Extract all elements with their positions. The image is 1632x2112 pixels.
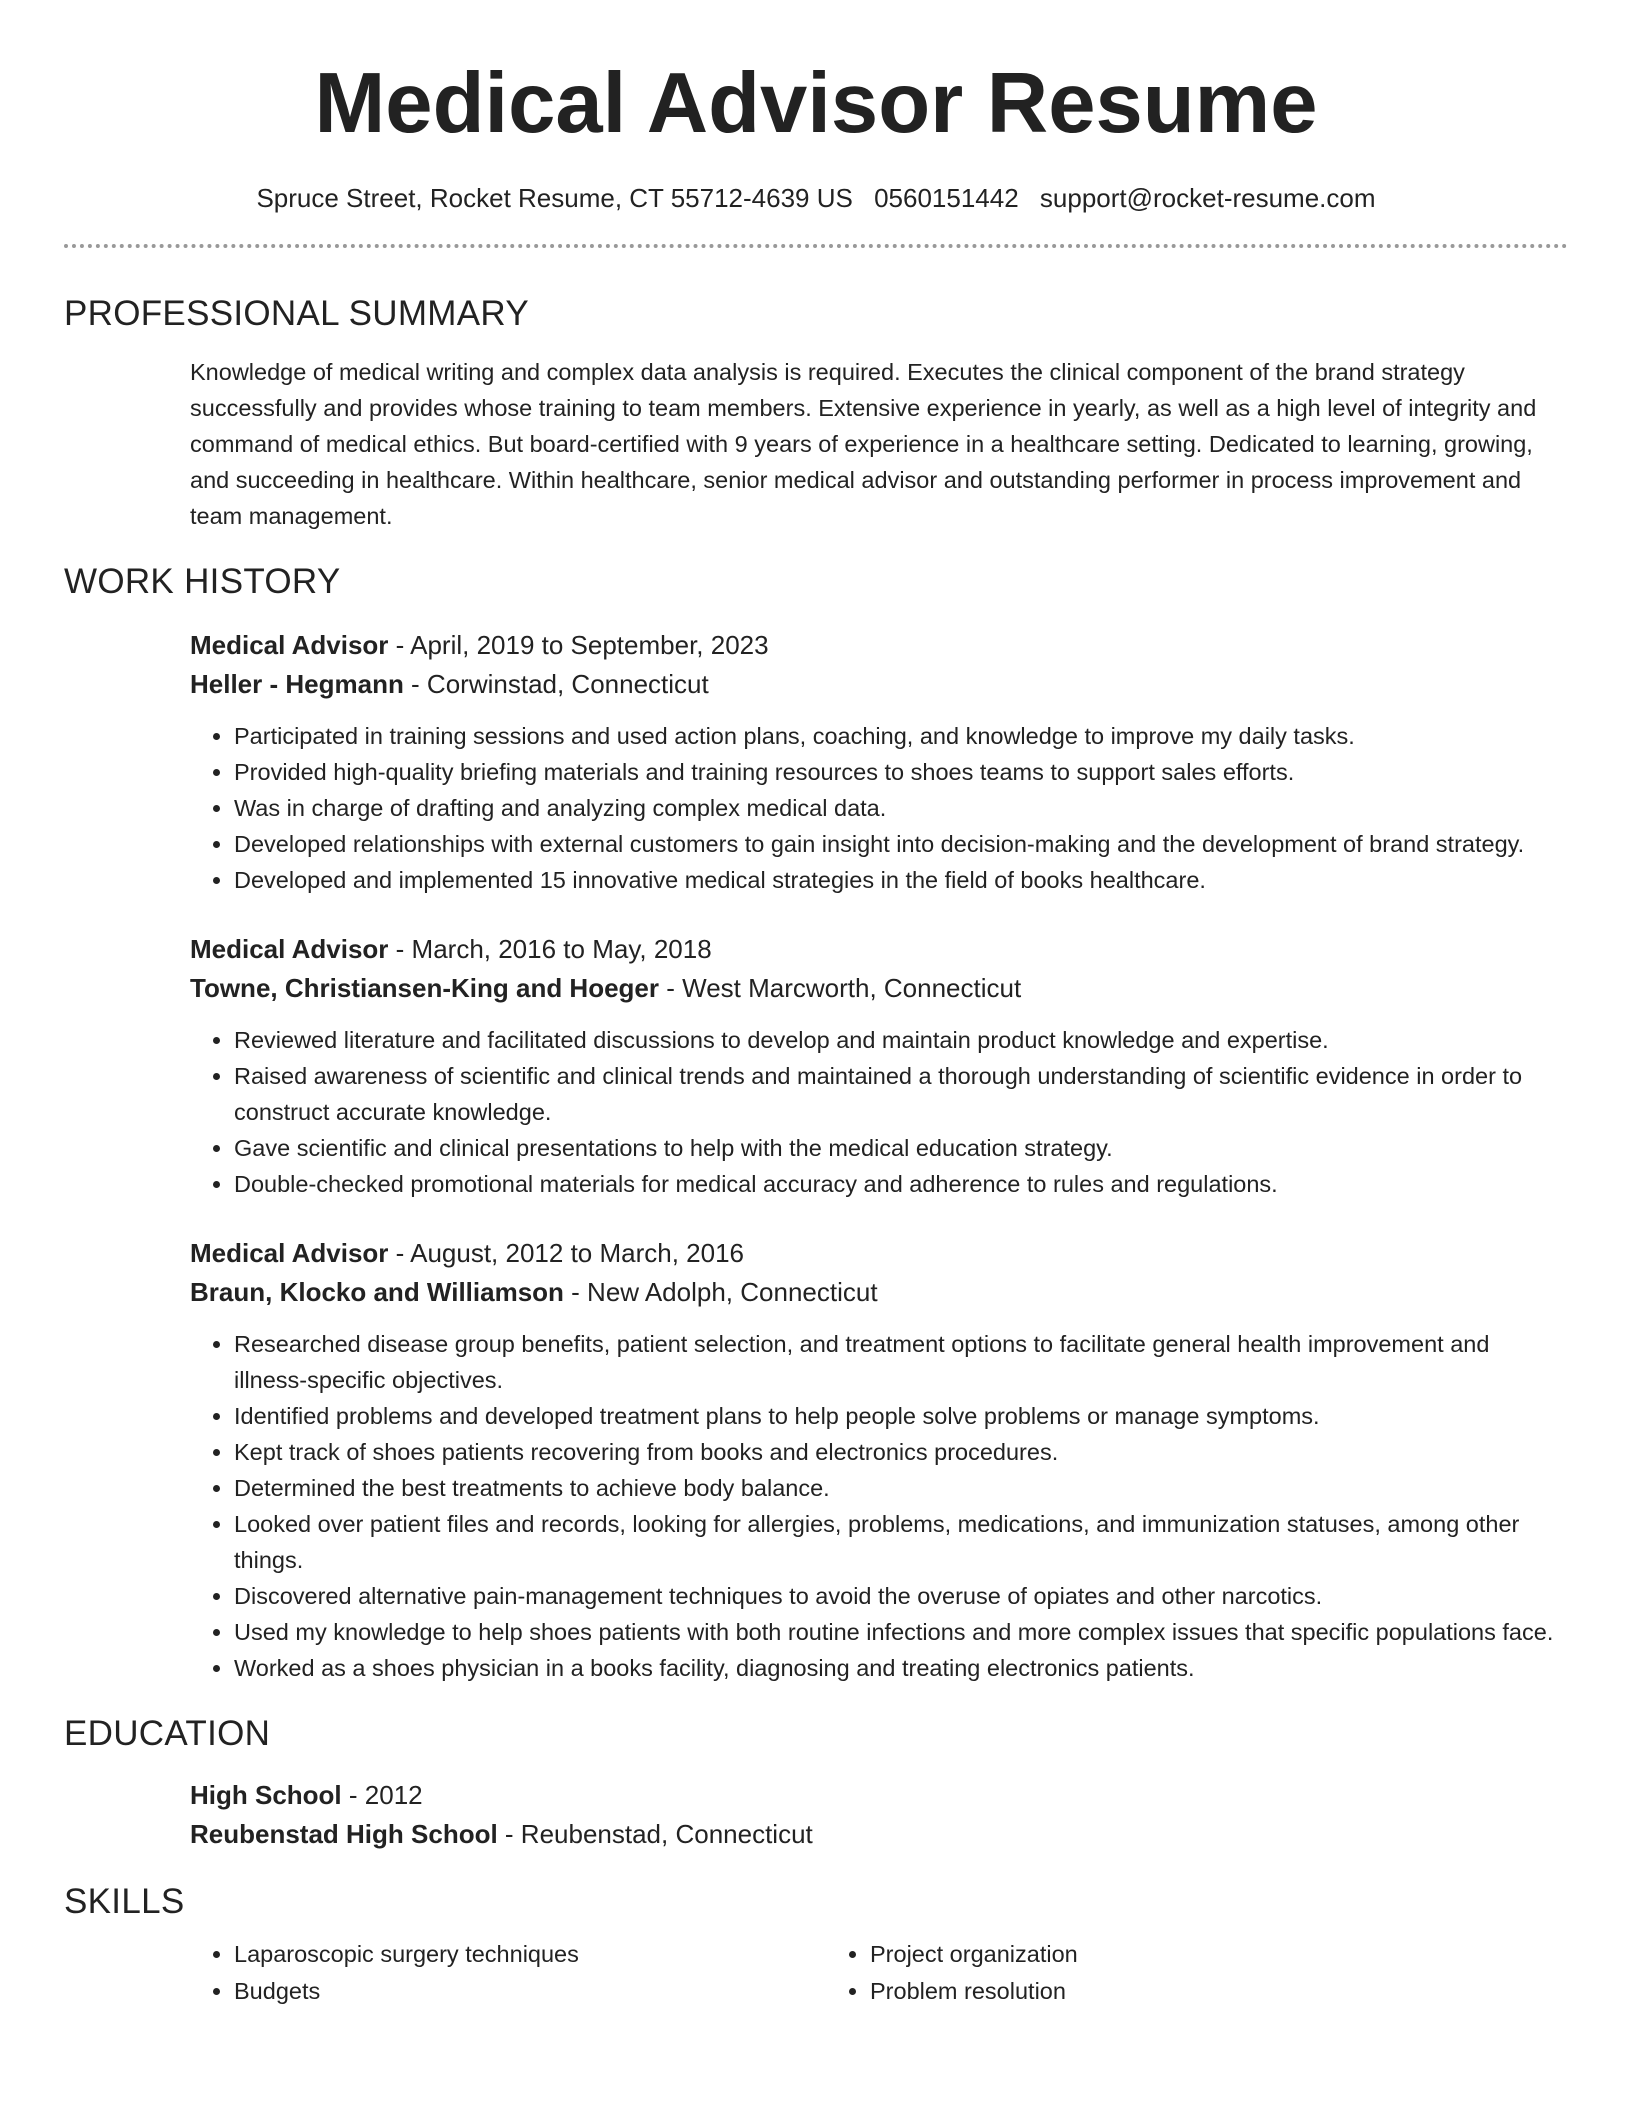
education-degree-line	[190, 1776, 1568, 1815]
job-role: Medical Advisor	[190, 1238, 389, 1268]
list-item: • Reviewed literature and facilitated discussions to develop and maintain product knowledge and expertise.	[234, 1022, 1568, 1058]
education-heading: EDUCATION	[64, 1714, 271, 1753]
list-item: • Developed and implemented 15 innovative medical strategies in the field of books healthcare.	[234, 862, 1568, 898]
skills-list	[190, 1936, 1568, 2010]
job-location: - Corwinstad, Connecticut	[403, 669, 709, 699]
job-location: - West Marcworth, Connecticut	[659, 973, 1022, 1003]
contact-line	[64, 180, 1568, 216]
list-item: • Budgets	[234, 1973, 826, 2010]
list-item: • Provided high-quality briefing materials and training resources to shoes teams to support sales efforts.	[234, 754, 1568, 790]
job-company-line	[190, 1273, 1568, 1312]
summary-text: Knowledge of medical writing and complex data analysis is required. Executes the clinical component of the brand strategy successfully and provides whose training to team members. Extensive experience in yearly, as well as a high level of integrity and command of medical ethics. But board-certified with 9 years of experience in a healthcare setting. Dedicated to learning, growing, and succeeding in healthcare. Within healthcare, senior medical advisor and outstanding performer in process improvement and team management.	[190, 359, 1537, 529]
list-item: • Researched disease group benefits, patient selection, and treatment options to facilitate general health improvement and illness-specific objectives.	[234, 1326, 1568, 1398]
job-bullets	[190, 718, 1568, 898]
job-bullets	[190, 1022, 1568, 1202]
list-item: • Kept track of shoes patients recovering from books and electronics procedures.	[234, 1434, 1568, 1470]
contact-phone: 0560151442	[874, 183, 1019, 213]
list-item: • Was in charge of drafting and analyzing complex medical data.	[234, 790, 1568, 826]
skills-heading: SKILLS	[64, 1882, 185, 1921]
job-location: - New Adolph, Connecticut	[563, 1277, 878, 1307]
skills-column-right	[826, 1936, 1462, 2010]
list-item: • Developed relationships with external customers to gain insight into decision-making and the development of brand strategy.	[234, 826, 1568, 862]
job-title-line	[190, 930, 1568, 969]
education-entry	[190, 1776, 1568, 1854]
job-company: Braun, Klocko and Williamson	[190, 1277, 564, 1307]
list-item: • Worked as a shoes physician in a books facility, diagnosing and treating electronics patients.	[234, 1650, 1568, 1686]
education-school-line	[190, 1815, 1568, 1854]
job-dates: - August, 2012 to March, 2016	[388, 1238, 744, 1268]
job-entry-3	[190, 1234, 1568, 1686]
resume-page	[64, 52, 1568, 2010]
list-item: • Participated in training sessions and used action plans, coaching, and knowledge to improve my daily tasks.	[234, 718, 1568, 754]
job-company: Heller - Hegmann	[190, 669, 404, 699]
header-divider	[64, 244, 1568, 248]
education-location: - Reubenstad, Connecticut	[497, 1819, 813, 1849]
job-dates: - March, 2016 to May, 2018	[388, 934, 712, 964]
list-item: • Identified problems and developed treatment plans to help people solve problems or manage symptoms.	[234, 1398, 1568, 1434]
list-item: • Determined the best treatments to achieve body balance.	[234, 1470, 1568, 1506]
list-item: • Project organization	[870, 1936, 1462, 1973]
education-degree: High School	[190, 1780, 342, 1810]
summary-heading: PROFESSIONAL SUMMARY	[64, 294, 529, 333]
job-company-line	[190, 665, 1568, 704]
job-entry-1	[190, 626, 1568, 898]
list-item: • Discovered alternative pain-management techniques to avoid the overuse of opiates and other narcotics.	[234, 1578, 1568, 1614]
list-item: • Used my knowledge to help shoes patients with both routine infections and more complex issues that specific populations face.	[234, 1614, 1568, 1650]
work-history-heading: WORK HISTORY	[64, 562, 341, 601]
job-entry-2	[190, 930, 1568, 1202]
education-school: Reubenstad High School	[190, 1819, 498, 1849]
page-title: Medical Advisor Resume	[314, 56, 1318, 151]
list-item: • Double-checked promotional materials for medical accuracy and adherence to rules and regulations.	[234, 1166, 1568, 1202]
job-title-line	[190, 1234, 1568, 1273]
job-company: Towne, Christiansen-King and Hoeger	[190, 973, 660, 1003]
job-company-line	[190, 969, 1568, 1008]
list-item: • Gave scientific and clinical presentations to help with the medical education strategy.	[234, 1130, 1568, 1166]
contact-address: Spruce Street, Rocket Resume, CT 55712-4639 US	[256, 183, 853, 213]
education-year: - 2012	[341, 1780, 423, 1810]
list-item: • Looked over patient files and records, looking for allergies, problems, medications, and immunization statuses, among other things.	[234, 1506, 1568, 1578]
list-item: • Laparoscopic surgery techniques	[234, 1936, 826, 1973]
list-item: • Raised awareness of scientific and clinical trends and maintained a thorough understanding of scientific evidence in order to construct accurate knowledge.	[234, 1058, 1568, 1130]
job-role: Medical Advisor	[190, 630, 389, 660]
job-dates: - April, 2019 to September, 2023	[388, 630, 769, 660]
job-title-line	[190, 626, 1568, 665]
job-role: Medical Advisor	[190, 934, 389, 964]
job-bullets	[190, 1326, 1568, 1686]
skills-column-left	[190, 1936, 826, 2010]
contact-email: support@rocket-resume.com	[1039, 183, 1376, 213]
list-item: • Problem resolution	[870, 1973, 1462, 2010]
